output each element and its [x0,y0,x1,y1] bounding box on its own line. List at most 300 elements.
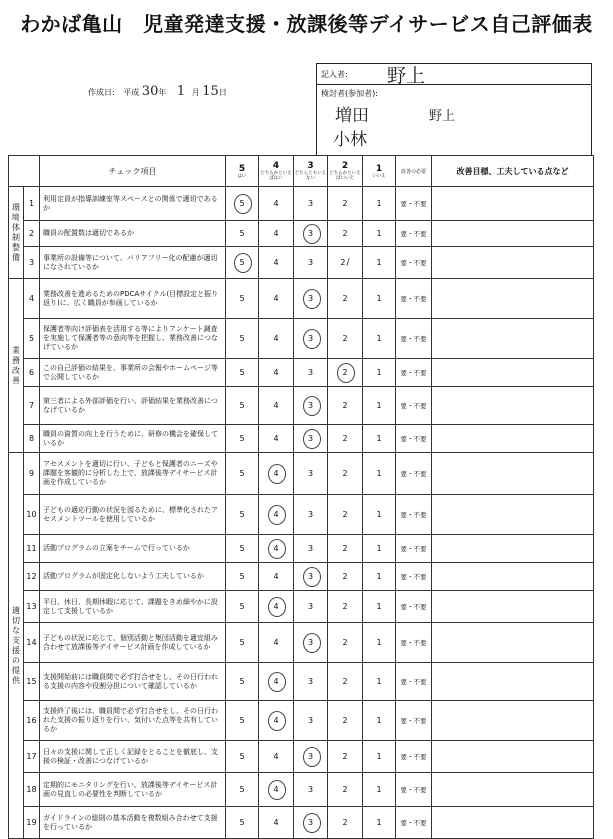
score-cell-2[interactable] [328,425,363,453]
header-scale-sub: どちらかといえばはい [260,171,292,181]
improvement-goal-cell[interactable] [432,663,594,701]
score-value: 2 [342,294,348,303]
need-improvement-cell[interactable]: 要・不要 [396,319,432,359]
score-cell-3[interactable] [294,663,328,701]
need-improvement-cell[interactable]: 要・不要 [396,591,432,623]
need-improvement-cell[interactable]: 要・不要 [396,425,432,453]
item-number: 8 [24,425,40,453]
table-row [9,773,594,807]
score-value: 2 [342,752,348,761]
improvement-goal-cell[interactable] [432,807,594,839]
table-row [9,663,594,701]
score-cell-2[interactable] [328,701,363,741]
score-cell-5[interactable] [226,701,259,741]
score-cell-3[interactable] [294,535,328,563]
score-cell-2[interactable] [328,495,363,535]
score-value: 4 [273,258,279,267]
score-value: 5 [239,602,245,611]
check-item-text: 職員の資質の向上を行うために、研修の機会を確保しているか [40,425,226,453]
improvement-goal-cell[interactable] [432,773,594,807]
created-day: 15 [202,84,219,99]
score-value: 3 [307,785,314,794]
table-row [9,563,594,591]
need-improvement-cell[interactable]: 要・不要 [396,773,432,807]
score-cell-5[interactable] [226,495,259,535]
need-improvement-cell[interactable]: 要・不要 [396,359,432,387]
improvement-goal-cell[interactable] [432,701,594,741]
score-value: 2 [342,572,348,581]
header-scale-num: 3 [307,161,314,171]
score-value: 3 [307,638,314,647]
score-cell-4[interactable] [259,741,294,773]
category-label: 業務改善 [12,345,20,385]
item-number: 10 [24,495,40,535]
score-value: 5 [239,294,245,303]
header-scale-sub: いいえ [372,173,386,179]
check-item-text: 支援終了後には、職員間で必ず打合せをし、その日行われた支援の振り返りを行い、気付いた点等を共有しているか [40,701,226,741]
score-value: 2 [342,638,348,647]
score-cell-4[interactable] [259,807,294,839]
need-improvement-cell[interactable]: 要・不要 [396,495,432,535]
score-cell-5[interactable] [226,187,259,221]
improvement-goal-cell[interactable] [432,279,594,319]
score-cell-4[interactable] [259,279,294,319]
score-cell-5[interactable] [226,279,259,319]
score-cell-5[interactable] [226,773,259,807]
selected-circle-mark [303,429,321,449]
need-improvement-cell[interactable]: 要・不要 [396,221,432,247]
score-cell-4[interactable] [259,701,294,741]
improvement-goal-cell[interactable] [432,563,594,591]
check-item-text: 利用定員が指導訓練室等スペースとの関係で適切であるか [40,187,226,221]
score-cell-1[interactable] [363,221,396,247]
score-cell-4[interactable] [259,773,294,807]
header-scale-sub: どちらかといえばいいえ [329,171,361,181]
score-cell-4[interactable] [259,535,294,563]
score-value: 3 [307,401,314,410]
check-item-text: 平日、休日、長期休暇に応じて、課題をきめ細やかに設定して支援しているか [40,591,226,623]
table-row [9,247,594,279]
improvement-goal-cell[interactable] [432,387,594,425]
created-month: 1 [176,84,186,99]
need-improvement-cell[interactable]: 要・不要 [396,279,432,319]
score-cell-2[interactable] [328,535,363,563]
check-item-text: 子どもの状況に応じて、個別活動と集団活動を適宜組み合わせて放課後等デイサービス計画を作成しているか [40,623,226,663]
created-month-unit: 月 [191,88,200,97]
score-value: 1 [376,469,382,478]
score-value: 4 [273,229,279,238]
score-value: 4 [273,572,279,581]
selected-circle-mark [303,289,321,309]
score-value: 3 [307,510,314,519]
score-cell-5[interactable] [226,663,259,701]
score-value: 5 [239,818,245,827]
header-scale-num: 4 [272,161,280,171]
score-value: 4 [273,638,279,647]
score-cell-3[interactable] [294,623,328,663]
need-improvement-cell[interactable]: 要・不要 [396,741,432,773]
score-cell-2[interactable] [328,807,363,839]
check-item-text: 第三者による外部評価を行い、評価結果を業務改善につなげているか [40,387,226,425]
item-number: 19 [24,807,40,839]
score-value: 1 [376,294,382,303]
score-cell-4[interactable] [259,663,294,701]
score-value: 5 [239,638,245,647]
score-cell-4[interactable] [259,453,294,495]
header-scale-sub: どちらともいえない [294,171,327,181]
header-scale-5 [226,156,259,187]
header-scale-4 [259,156,294,187]
score-cell-2[interactable] [328,741,363,773]
score-value: 2 [342,469,348,478]
item-number: 17 [24,741,40,773]
score-cell-3[interactable] [294,773,328,807]
score-value: 1 [376,572,382,581]
score-cell-5[interactable] [226,563,259,591]
score-cell-1[interactable] [363,319,396,359]
score-cell-4[interactable] [259,563,294,591]
score-cell-5[interactable] [226,535,259,563]
check-item-text: 子どもの適応行動の状況を図るために、標準化されたアセスメントツールを使用しているか [40,495,226,535]
header-goal: 改善目標、工夫している点など [432,156,594,187]
score-cell-4[interactable] [259,221,294,247]
score-value: 3 [307,469,314,478]
score-cell-3[interactable] [294,221,328,247]
score-cell-4[interactable] [259,495,294,535]
self-evaluation-table [8,155,594,839]
improvement-goal-cell[interactable] [432,425,594,453]
score-cell-3[interactable] [294,319,328,359]
selected-circle-mark [337,363,355,383]
improvement-goal-cell[interactable] [432,741,594,773]
score-cell-2[interactable] [328,319,363,359]
table-row [9,359,594,387]
selected-circle-mark [303,396,321,416]
score-cell-1[interactable] [363,387,396,425]
score-cell-1[interactable] [363,359,396,387]
category-cell [9,453,24,839]
score-value: 4 [273,677,279,686]
category-label: 適切な支援の提供 [12,605,20,685]
score-cell-1[interactable] [363,279,396,319]
score-value: 3 [307,677,314,686]
need-improvement-cell[interactable]: 要・不要 [396,187,432,221]
score-cell-4[interactable] [259,425,294,453]
check-item-text: 保護者等向け評価表を活用する等によりアンケート調査を実施して保護者等の意向等を把握し、業務改善につなげているか [40,319,226,359]
score-value: 4 [273,510,279,519]
score-value: 3 [307,294,314,303]
score-cell-1[interactable] [363,807,396,839]
score-cell-2[interactable] [328,247,363,279]
score-cell-5[interactable] [226,425,259,453]
created-label: 作成日: [88,88,115,97]
score-value: 2 [342,229,348,238]
score-cell-4[interactable] [259,623,294,663]
check-item-text: 職員の配置数は適切であるか [40,221,226,247]
check-item-text: アセスメントを適切に行い、子どもと保護者のニーズや課題を客観的に分析した上で、放課後等デイサービス計画を作成しているか [40,453,226,495]
check-item-text: この自己評価の結果を、事業所の会報やホームページ等で公開しているか [40,359,226,387]
selected-circle-mark [303,747,321,767]
score-value: 1 [376,638,382,647]
score-value: 1 [376,544,382,553]
selected-circle-mark [303,633,321,653]
table-row [9,741,594,773]
pen-stroke-mark: / [346,257,350,268]
score-value: 2 [342,785,348,794]
score-cell-3[interactable] [294,359,328,387]
score-cell-5[interactable] [226,623,259,663]
check-item-text: ガイドラインの総則の基本活動を複数組み合わせて支援を行っているか [40,807,226,839]
need-improvement-cell[interactable]: 要・不要 [396,807,432,839]
header-scale-sub: はい [237,173,247,179]
score-cell-1[interactable] [363,495,396,535]
score-cell-4[interactable] [259,591,294,623]
header-scale-num: 2 [341,161,349,171]
score-value: 2 [342,401,348,410]
score-cell-5[interactable] [226,807,259,839]
score-cell-1[interactable] [363,701,396,741]
table-row [9,535,594,563]
item-number: 7 [24,387,40,425]
score-cell-1[interactable] [363,535,396,563]
need-improvement-cell[interactable]: 要・不要 [396,387,432,425]
score-cell-3[interactable] [294,741,328,773]
score-cell-2[interactable] [328,773,363,807]
score-cell-3[interactable] [294,425,328,453]
improvement-goal-cell[interactable] [432,495,594,535]
score-value: 5 [239,752,245,761]
score-cell-1[interactable] [363,663,396,701]
score-cell-3[interactable] [294,701,328,741]
item-number: 16 [24,701,40,741]
score-cell-1[interactable] [363,591,396,623]
improvement-goal-cell[interactable] [432,319,594,359]
header-scale-3 [294,156,328,187]
score-cell-2[interactable] [328,221,363,247]
created-year: 30 [141,84,159,99]
score-cell-5[interactable] [226,591,259,623]
table-row [9,187,594,221]
score-value: 3 [307,199,314,208]
score-value: 2 [342,199,348,208]
score-cell-1[interactable] [363,187,396,221]
header-check-item: チェック項目 [40,156,226,187]
table-row [9,453,594,495]
score-cell-2[interactable] [328,279,363,319]
score-cell-5[interactable] [226,221,259,247]
score-value: 1 [376,818,382,827]
reviewer-name-1: 増田 [335,106,369,126]
table-row [9,425,594,453]
check-item-text: 事業所の設備等について、バリアフリー化の配慮が適切になされているか [40,247,226,279]
score-value: 3 [307,368,314,377]
score-value: 5 [239,469,245,478]
score-value: 1 [376,434,382,443]
score-value: 1 [376,677,382,686]
score-value: 3 [307,818,314,827]
score-value: 1 [376,229,382,238]
improvement-goal-cell[interactable] [432,221,594,247]
score-cell-1[interactable] [363,773,396,807]
item-number: 6 [24,359,40,387]
score-cell-2[interactable] [328,359,363,387]
score-cell-5[interactable] [226,453,259,495]
need-improvement-cell[interactable]: 要・不要 [396,563,432,591]
check-item-text: 業務改善を進めるためのPDCAサイクル(目標設定と振り返り)に、広く職員が参画しているか [40,279,226,319]
header-scale-1 [363,156,396,187]
score-cell-4[interactable] [259,319,294,359]
item-number: 2 [24,221,40,247]
score-value: 5 [239,434,245,443]
selected-circle-mark [268,711,286,731]
score-value: 1 [376,199,382,208]
score-value: 1 [376,258,382,267]
score-value: 3 [307,716,314,725]
improvement-goal-cell[interactable] [432,535,594,563]
score-value: 3 [307,258,314,267]
score-value: 2 [342,368,348,377]
score-value: 4 [273,434,279,443]
check-item-text: 日々の支援に関して正しく記録をとることを徹底し、支援の検証・改善につなげているか [40,741,226,773]
score-cell-2[interactable] [328,591,363,623]
score-value: 3 [307,434,314,443]
score-cell-1[interactable] [363,741,396,773]
score-cell-2[interactable] [328,623,363,663]
score-cell-2[interactable] [328,187,363,221]
score-cell-3[interactable] [294,247,328,279]
score-value: 2 [342,334,348,343]
improvement-goal-cell[interactable] [432,247,594,279]
score-value: 1 [376,401,382,410]
score-cell-5[interactable] [226,741,259,773]
score-cell-2[interactable] [328,663,363,701]
item-number: 5 [24,319,40,359]
check-item-text: 活動プログラムが固定化しないよう工夫しているか [40,563,226,591]
score-value: 3 [307,544,314,553]
score-cell-3[interactable] [294,563,328,591]
score-cell-4[interactable] [259,387,294,425]
selected-circle-mark [268,505,286,525]
score-value: 4 [273,602,279,611]
score-cell-2[interactable] [328,563,363,591]
selected-circle-mark [268,464,286,484]
score-cell-3[interactable] [294,187,328,221]
score-value: 3 [307,229,314,238]
score-value: 4 [273,199,279,208]
score-cell-1[interactable] [363,563,396,591]
reviewers-label: 検討者(参加者): [321,89,378,98]
created-day-unit: 日 [218,88,227,97]
selected-circle-mark [234,253,252,273]
score-cell-3[interactable] [294,453,328,495]
score-cell-3[interactable] [294,387,328,425]
score-value: 2 [340,257,346,267]
score-cell-1[interactable] [363,623,396,663]
improvement-goal-cell[interactable] [432,187,594,221]
score-value: 5 [239,258,245,267]
need-improvement-cell[interactable]: 要・不要 [396,247,432,279]
score-cell-3[interactable] [294,495,328,535]
selected-circle-mark [268,672,286,692]
score-value: 4 [273,544,279,553]
item-number: 12 [24,563,40,591]
score-cell-4[interactable] [259,359,294,387]
score-value: 2 [342,434,348,443]
score-value: 4 [273,294,279,303]
reviewer-name-2: 野上 [429,109,456,124]
score-value: 4 [273,334,279,343]
score-value: 1 [376,334,382,343]
created-era: 平成 [123,88,140,97]
score-cell-3[interactable] [294,279,328,319]
score-cell-4[interactable] [259,187,294,221]
score-value: 3 [307,572,314,581]
need-improvement-cell[interactable]: 要・不要 [396,623,432,663]
score-cell-3[interactable] [294,591,328,623]
need-improvement-cell[interactable]: 要・不要 [396,535,432,563]
improvement-goal-cell[interactable] [432,359,594,387]
improvement-goal-cell[interactable] [432,623,594,663]
score-cell-5[interactable] [226,359,259,387]
table-row [9,701,594,741]
score-cell-4[interactable] [259,247,294,279]
score-value: 3 [307,602,314,611]
score-value: 5 [239,368,245,377]
item-number: 18 [24,773,40,807]
creation-date [88,84,227,99]
selected-circle-mark [268,539,286,559]
page-title: わかば亀山 児童発達支援・放課後等デイサービス自己評価表 [20,12,593,36]
score-value: 3 [307,334,314,343]
score-cell-1[interactable] [363,247,396,279]
score-cell-1[interactable] [363,453,396,495]
improvement-goal-cell[interactable] [432,453,594,495]
score-cell-2[interactable] [328,387,363,425]
score-cell-5[interactable] [226,387,259,425]
score-cell-1[interactable] [363,425,396,453]
need-improvement-cell[interactable]: 要・不要 [396,453,432,495]
score-value: 3 [307,752,314,761]
score-cell-5[interactable] [226,319,259,359]
table-row [9,591,594,623]
item-number: 1 [24,187,40,221]
score-value: 4 [273,469,279,478]
improvement-goal-cell[interactable] [432,591,594,623]
item-number: 14 [24,623,40,663]
score-cell-3[interactable] [294,807,328,839]
need-improvement-cell[interactable]: 要・不要 [396,663,432,701]
need-improvement-cell[interactable]: 要・不要 [396,701,432,741]
score-value: 4 [273,401,279,410]
header-blank [9,156,40,187]
score-cell-2[interactable] [328,453,363,495]
table-row [9,623,594,663]
score-value: 1 [376,716,382,725]
score-value: 4 [273,752,279,761]
item-number: 4 [24,279,40,319]
score-value: 1 [376,752,382,761]
table-body [9,187,594,839]
item-number: 3 [24,247,40,279]
score-value: 2 [342,510,348,519]
table-row [9,319,594,359]
item-number: 15 [24,663,40,701]
reviewer-name-3: 小林 [333,130,367,150]
recorder-label: 記入者: [321,70,348,79]
score-value: 5 [239,785,245,794]
score-value: 5 [239,544,245,553]
score-cell-5[interactable] [226,247,259,279]
